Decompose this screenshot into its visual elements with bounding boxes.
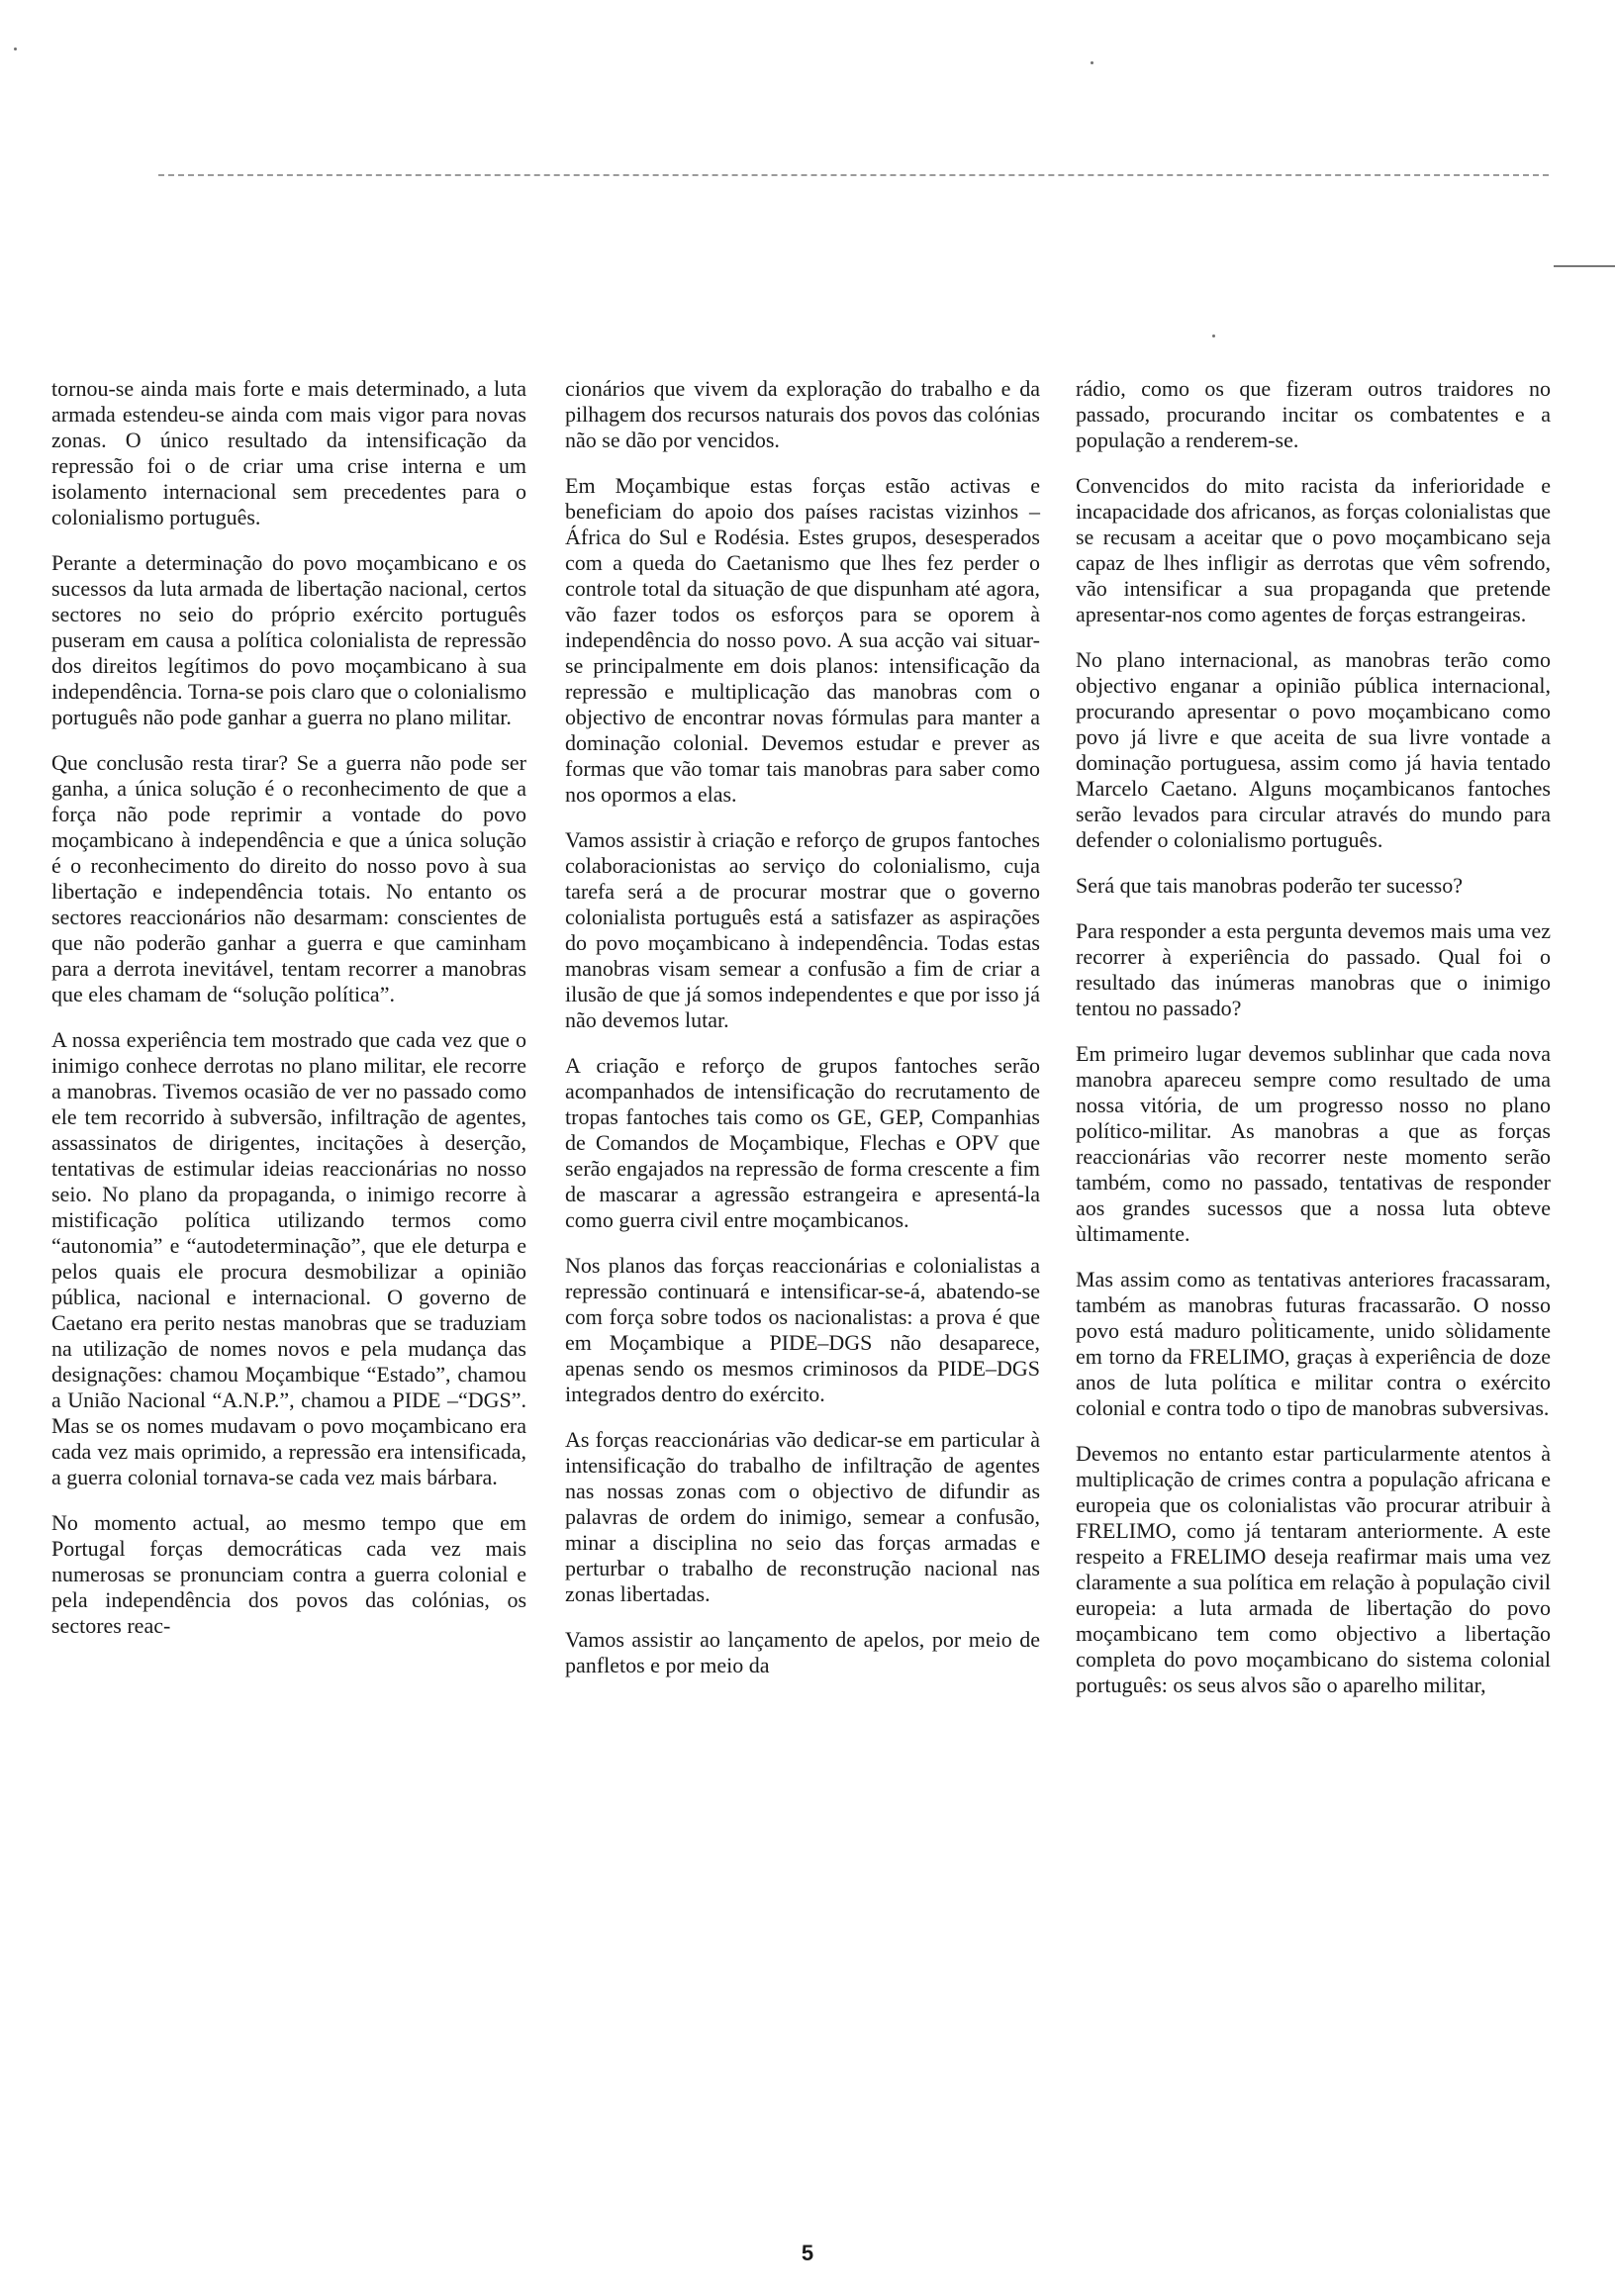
paragraph: As forças reaccionárias vão dedicar-se em particular à intensificação do trabalho de infiltração de agentes nas nossas zonas com o objectivo de difundir as palavras de ordem do inimigo, semear a confusão, minar a disciplina no seio das forças armadas e perturbar o trabalho de reconstrução nacional nas zonas libertadas. [565,1427,1040,1606]
paragraph: No momento actual, ao mesmo tempo que em Portugal forças democráticas cada vez mais numerosas se pronunciam contra a guerra colonial e pela independência dos povos das colónias, os sectores reac- [51,1510,526,1638]
paragraph: Em primeiro lugar devemos sublinhar que cada nova manobra apareceu sempre como resultado de uma nossa vitória, de um progresso nosso no plano político-militar. As manobras a que as forças reaccionárias vão recorrer neste momento serão também, como no passado, tentativas de responder aos grandes sucessos que a nossa luta obteve ùltimamente. [1076,1041,1551,1246]
text-column-1 [51,376,526,1659]
paragraph: A criação e reforço de grupos fantoches serão acompanhados de intensificação do recrutamento de tropas fantoches tais como os GE, GEP, Companhias de Comandos de Moçambique, Flechas e OPV que serão engajados na repressão de forma crescente a fim de mascarar a agressão estrangeira e apresentá-la como guerra civil entre moçambicanos. [565,1053,1040,1232]
paragraph: tornou-se ainda mais forte e mais determinado, a luta armada estendeu-se ainda com mais vigor para novas zonas. O único resultado da intensificação da repressão foi o de criar uma crise interna e um isolamento internacional sem precedentes para o colonialismo português. [51,376,526,529]
paragraph: Para responder a esta pergunta devemos mais uma vez recorrer à experiência do passado. Qual foi o resultado das inúmeras manobras que o inimigo tentou no passado? [1076,918,1551,1020]
paragraph: rádio, como os que fizeram outros traidores no passado, procurando incitar os combatentes e a população a renderem-se. [1076,376,1551,452]
paragraph: Em Moçambique estas forças estão activas e beneficiam do apoio dos países racistas vizinhos – África do Sul e Rodésia. Estes grupos, desesperados com a queda do Caetanismo que lhes fez perder o controle total da situação de que dispunham até agora, vão fazer todos os esforços para se oporem à independência do nosso povo. A sua acção vai situar-se principalmente em dois planos: intensificação da repressão e multiplicação das manobras com o objectivo de encontrar novas fórmulas para manter a dominação colonial. Devemos estudar e prever as formas que vão tomar tais manobras para saber como nos opormos a elas. [565,473,1040,807]
scan-speck [1212,335,1215,337]
paragraph: Nos planos das forças reaccionárias e colonialistas a repressão continuará e intensificar-se-á, abatendo-se com força sobre todos os nacionalistas: a prova é que em Moçambique a PIDE–DGS não desaparece, apenas sendo os mesmos criminosos da PIDE–DGS integrados dentro do exército. [565,1253,1040,1406]
text-column-2 [565,376,1040,1698]
scan-speck [14,48,17,50]
scan-edge-mark [1554,265,1615,267]
text-column-3 [1076,376,1551,1718]
paragraph: Vamos assistir ao lançamento de apelos, por meio de panfletos e por meio da [565,1627,1040,1677]
paragraph: Convencidos do mito racista da inferioridade e incapacidade dos africanos, as forças colonialistas que se recusam a aceitar que o povo moçambicano seja capaz de lhes infligir as derrotas que vêm sofrendo, vão intensificar a sua propaganda que pretende apresentar-nos como agentes de forças estrangeiras. [1076,473,1551,626]
scan-speck [1091,61,1093,64]
paragraph: No plano internacional, as manobras terão como objectivo enganar a opinião pública internacional, procurando apresentar o povo moçambicano como povo já livre e que aceita de sua livre vontade a dominação portuguesa, assim como já havia tentado Marcelo Caetano. Alguns moçambicanos fantoches serão levados para circular através do mundo para defender o colonialismo português. [1076,647,1551,852]
paragraph: A nossa experiência tem mostrado que cada vez que o inimigo conhece derrotas no plano militar, ele recorre a manobras. Tivemos ocasião de ver no passado como ele tem recorrido à subversão, infiltração de agentes, assassinatos de dirigentes, incitações à deserção, tentativas de estimular ideias reaccionárias no nosso seio. No plano da propaganda, o inimigo recorre à mistificação política utilizando termos como “autonomia” e “autodeterminação”, que ele deturpa e pelos quais ele procura desmobilizar a opinião pública, nacional e internacional. O governo de Caetano era perito nestas manobras que se traduziam na utilização de nomes novos e pela mudança das designações: chamou Moçambique “Estado”, chamou a União Nacional “A.N.P.”, chamou a PIDE –“DGS”. Mas se os nomes mudavam o povo moçambicano era cada vez mais oprimido, a repressão era intensificada, a guerra colonial tornava-se cada vez mais bárbara. [51,1027,526,1489]
paragraph: Devemos no entanto estar particularmente atentos à multiplicação de crimes contra a população africana e europeia que os colonialistas vão procurar atribuir à FRELIMO, como já tentaram anteriormente. A este respeito a FRELIMO deseja reafirmar mais uma vez claramente a sua política em relação à população civil europeia: a luta armada de libertação do povo moçambicano tem como objectivo a libertação completa do povo moçambicano do sistema colonial português: os seus alvos são o aparelho militar, [1076,1441,1551,1697]
paragraph: Perante a determinação do povo moçambicano e os sucessos da luta armada de libertação nacional, certos sectores no seio do próprio exército português puseram em causa a política colonialista de repressão dos direitos legítimos do povo moçambicano à sua independência. Torna-se pois claro que o colonialismo português não pode ganhar a guerra no plano militar. [51,550,526,729]
paragraph: Vamos assistir à criação e reforço de grupos fantoches colaboracionistas ao serviço do colonialismo, cuja tarefa será a de procurar mostrar que o governo colonialista português está a satisfazer as aspirações do povo moçambicano à independência. Todas estas manobras visam semear a confusão a fim de criar a ilusão de que já somos independentes e que por isso já não devemos lutar. [565,827,1040,1032]
paragraph: Mas assim como as tentativas anteriores fracassaram, também as manobras futuras fracassarão. O nosso povo está maduro pol̀iticamente, unido sòlidamente em torno da FRELIMO, graças à experiência de doze anos de luta política e militar contra o exército colonial e contra todo o tipo de manobras subversivas. [1076,1267,1551,1420]
scan-divider-line [158,174,1549,176]
paragraph: cionários que vivem da exploração do trabalho e da pilhagem dos recursos naturais dos povos das colónias não se dão por vencidos. [565,376,1040,452]
paragraph: Será que tais manobras poderão ter sucesso? [1076,873,1463,898]
page-number: 5 [801,2241,814,2265]
paragraph: Que conclusão resta tirar? Se a guerra não pode ser ganha, a única solução é o reconhecimento de que a força não pode reprimir a vontade do povo moçambicano à independência e que a única solução é o reconhecimento do direito do nosso povo à sua libertação e independência totais. No entanto os sectores reaccionários não desarmam: conscientes de que não poderão ganhar a guerra e que caminham para a derrota inevitável, tentam recorrer a manobras que eles chamam de “solução política”. [51,750,526,1006]
